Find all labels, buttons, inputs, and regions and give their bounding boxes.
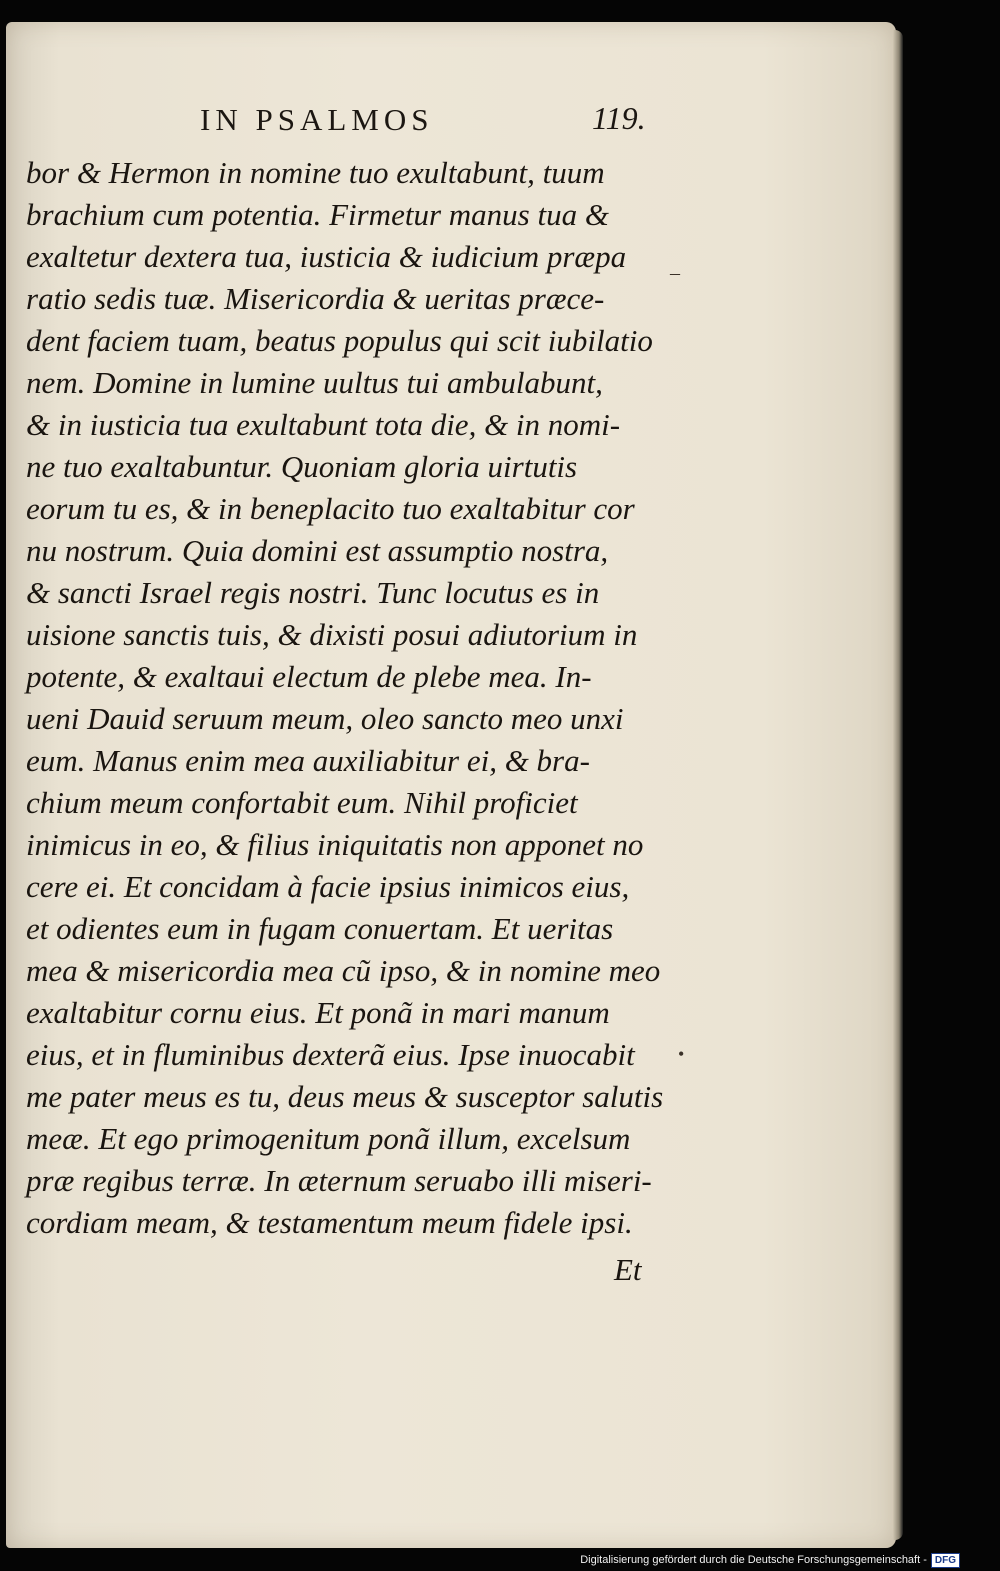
running-title: IN PSALMOS [200, 102, 434, 137]
text-line: chium meum confortabit eum. Nihil proficiet [26, 785, 578, 820]
text-line: & in iusticia tua exultabunt tota die, & in nomi- [26, 407, 621, 442]
text-line: bor & Hermon in nomine tuo exultabunt, tuum [26, 155, 605, 190]
text-line: eorum tu es, & in beneplacito tuo exaltabitur cor [26, 491, 635, 526]
margin-dash-mark: – [670, 262, 680, 284]
margin-dot-mark: • [678, 1044, 685, 1064]
page-edge [893, 30, 903, 1540]
text-line: nu nostrum. Quia domini est assumptio nostra, [26, 533, 609, 568]
text-line: & sancti Israel regis nostri. Tunc locutus es in [26, 575, 600, 610]
text-line: nem. Domine in lumine uultus tui ambulabunt, [26, 365, 603, 400]
page-number: 119. [592, 100, 646, 136]
text-line: potente, & exaltaui electum de plebe mea. In- [26, 659, 592, 694]
text-line: ne tuo exaltabuntur. Quoniam gloria uirtutis [26, 449, 578, 484]
digitization-credit [580, 1553, 960, 1567]
psalm-text-block [26, 152, 666, 1244]
text-line: ueni Dauid seruum meum, oleo sancto meo unxi [26, 701, 624, 736]
text-line: eum. Manus enim mea auxiliabitur ei, & bra- [26, 743, 590, 778]
text-line: ratio sedis tuæ. Misericordia & ueritas præce- [26, 281, 605, 316]
catchword: Et [614, 1252, 642, 1287]
text-line: exaltetur dextera tua, iusticia & iudicium præpa [26, 239, 627, 274]
text-line: cere ei. Et concidam à facie ipsius inimicos eius, [26, 869, 630, 904]
text-line: cordiam meam, & testamentum meum fidele ipsi. [26, 1205, 633, 1240]
dfg-logo: DFG [931, 1553, 960, 1568]
text-line: meæ. Et ego primogenitum ponã illum, excelsum [26, 1121, 631, 1156]
text-line: uisione sanctis tuis, & dixisti posui adiutorium in [26, 617, 638, 652]
text-line: inimicus in eo, & filius iniquitatis non apponet no [26, 827, 644, 862]
text-line: brachium cum potentia. Firmetur manus tua & [26, 197, 609, 232]
text-line: eius, et in fluminibus dexterã eius. Ipse inuocabit [26, 1037, 635, 1072]
text-line: dent faciem tuam, beatus populus qui scit iubilatio [26, 323, 653, 358]
text-line: præ regibus terræ. In æternum seruabo illi miseri- [26, 1163, 652, 1198]
text-line: exaltabitur cornu eius. Et ponã in mari manum [26, 995, 610, 1030]
credit-text: Digitalisierung gefördert durch die Deutsche Forschungsgemeinschaft - [580, 1554, 927, 1566]
text-line: mea & misericordia mea cũ ipso, & in nomine meo [26, 953, 661, 988]
text-line: et odientes eum in fugam conuertam. Et ueritas [26, 911, 614, 946]
text-line: me pater meus es tu, deus meus & susceptor salutis [26, 1079, 664, 1114]
